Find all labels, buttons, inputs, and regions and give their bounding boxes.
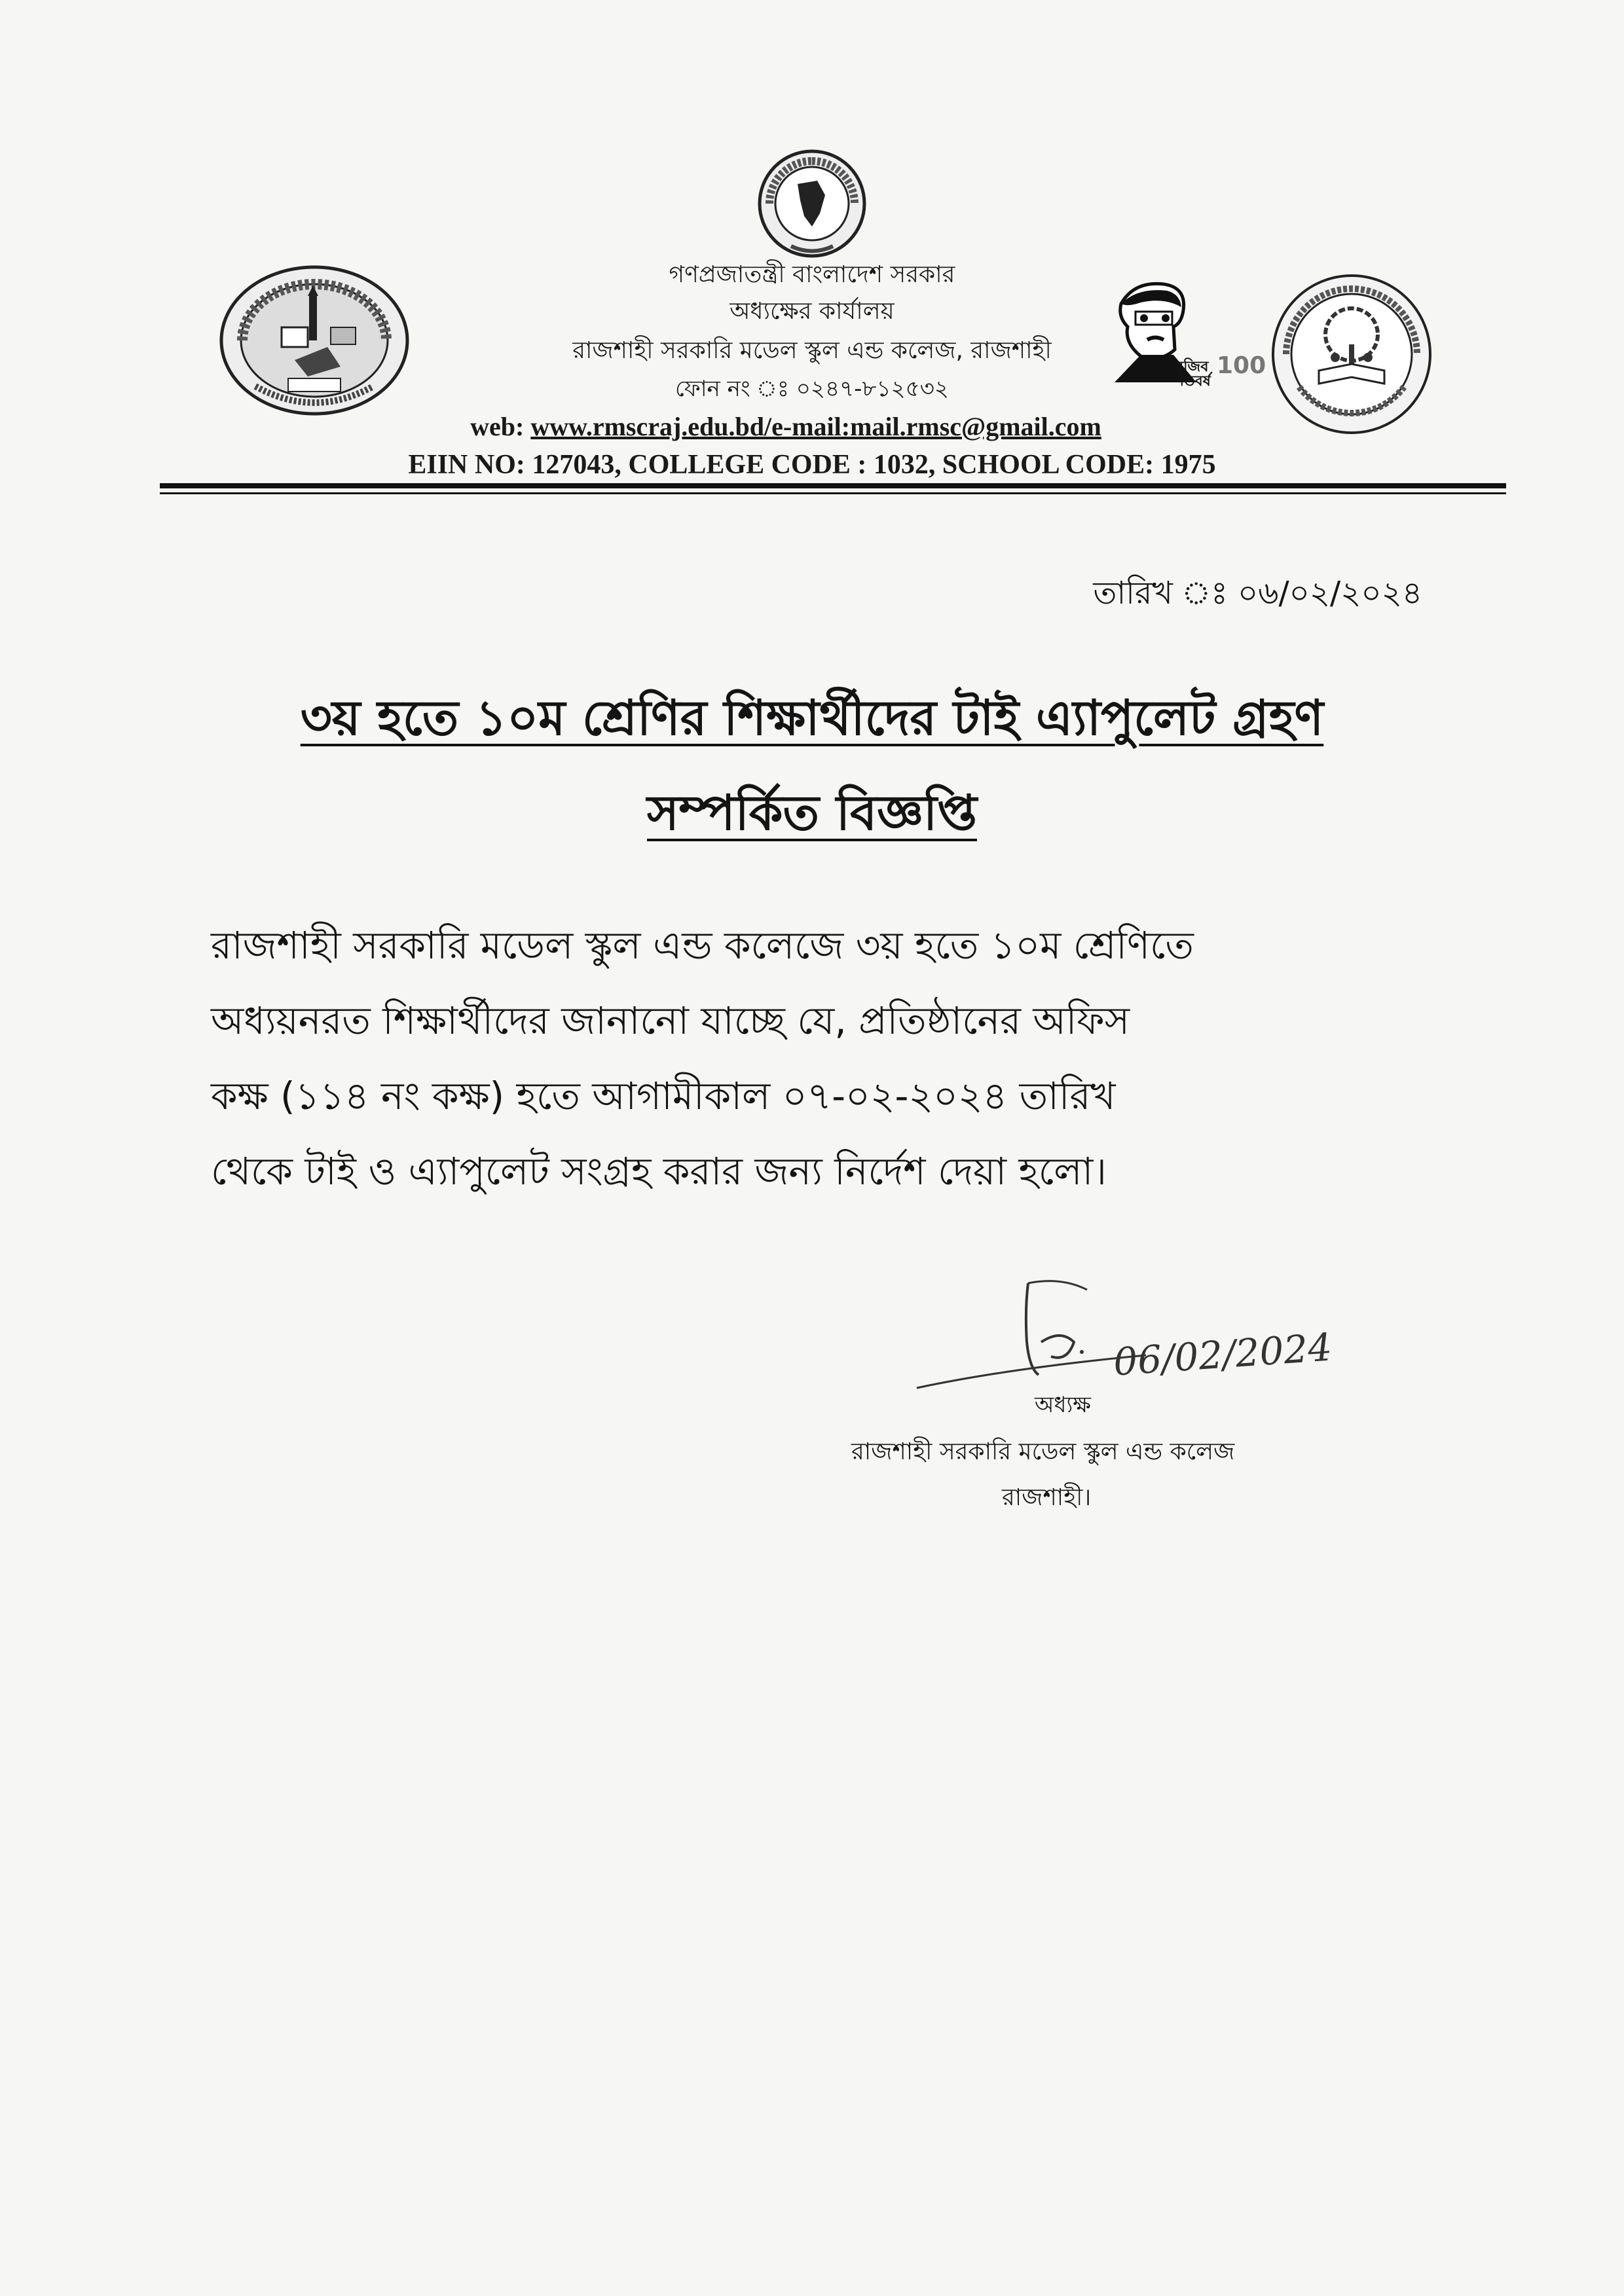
header-divider-thick: [160, 483, 1506, 488]
government-seal-logo: [752, 148, 872, 259]
title-line2-text: সম্পর্কিত বিজ্ঞপ্তি: [646, 785, 978, 841]
header-eiin: EIIN NO: 127043, COLLEGE CODE : 1032, SCHOOL CODE: 1975: [408, 450, 1216, 480]
notice-title-line1: [0, 690, 1624, 746]
notice-body-line2: অধ্যয়নরত শিক্ষার্থীদের জানানো যাচ্ছে যে, প্রতিষ্ঠানের অফিস: [211, 998, 1130, 1043]
header-web: [0, 411, 1598, 442]
notice-body-line1: রাজশাহী সরকারি মডেল স্কুল এন্ড কলেজে ৩য় হতে ১০ম শ্রেণিতে: [211, 923, 1194, 968]
notice-body-line3: কক্ষ (১১৪ নং কক্ষ) হতে আগামীকাল ০৭-০২-২০২৪ তারিখ: [211, 1074, 1116, 1118]
notice-date: তারিখ ঃ ০৬/০২/২০২৪: [1093, 575, 1422, 611]
header-institution: রাজশাহী সরকারি মডেল স্কুল এন্ড কলেজ, রাজশাহী: [572, 337, 1052, 364]
header-office: অধ্যক্ষের কার্যালয়: [729, 298, 895, 325]
notice-title-line2: [0, 785, 1624, 841]
title-line1-text: ৩য় হতে ১০ম শ্রেণির শিক্ষার্থীদের টাই এ্যাপুলেট গ্রহণ: [300, 690, 1324, 746]
header-government: গণপ্রজাতন্ত্রী বাংলাদেশ সরকার: [669, 261, 955, 288]
notice-body-line4: থেকে টাই ও এ্যাপুলেট সংগ্রহ করার জন্য নির্দেশ দেয়া হলো।: [211, 1149, 1107, 1194]
header-divider-thin: [160, 492, 1506, 494]
signature-city: রাজশাহী।: [1002, 1484, 1092, 1511]
signature-designation: অধ্যক্ষ: [1035, 1392, 1091, 1418]
header-phone: ফোন নং ঃ ০২৪৭-৮১২৫৩২: [675, 376, 949, 402]
signature-institution: রাজশাহী সরকারি মডেল স্কুল এন্ড কলেজ: [851, 1438, 1235, 1465]
web-prefix: web:: [470, 412, 531, 441]
signature-handwritten-date: 06/02/2024: [1112, 1324, 1334, 1385]
web-email-link[interactable]: www.rmscraj.edu.bd/e-mail:mail.rmsc@gmail.com: [530, 412, 1101, 441]
portrait-badge-number: 100: [1217, 352, 1266, 379]
portrait-badge-text: মুজিব শতবর্ষ: [1175, 359, 1211, 390]
